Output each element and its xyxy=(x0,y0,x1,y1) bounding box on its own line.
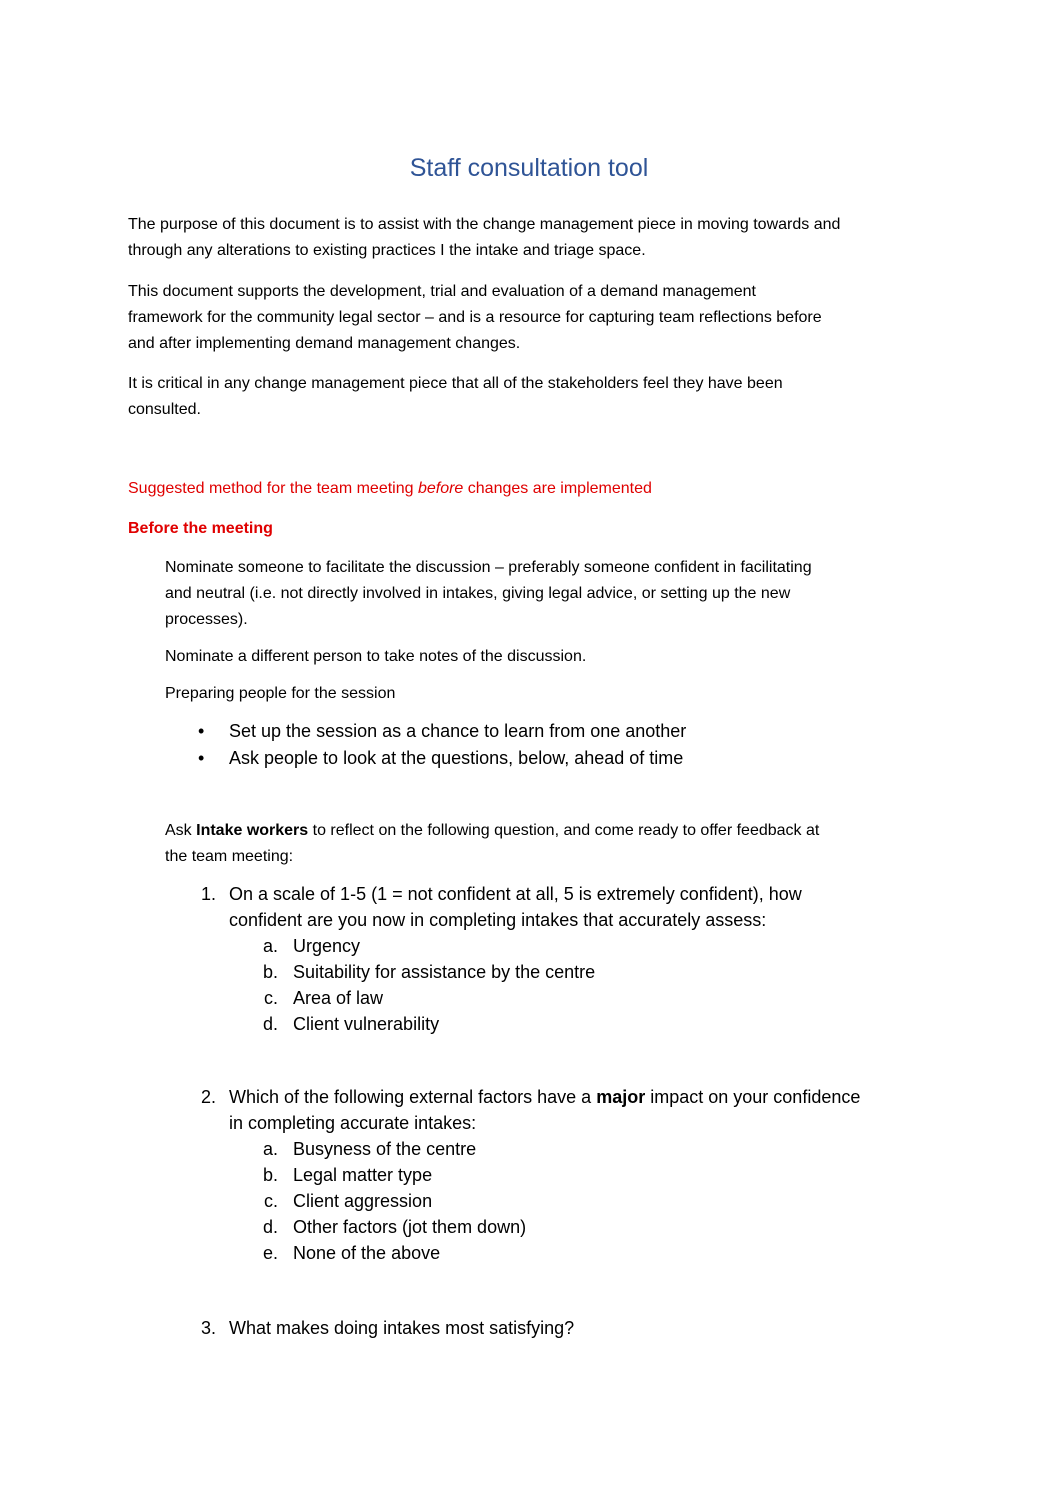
list-item: Suitability for assistance by the centre xyxy=(293,962,596,982)
intro-p1-line1: The purpose of this document is to assist with the change management piece in moving towards and xyxy=(128,216,841,233)
list-item: Client vulnerability xyxy=(293,1014,440,1034)
item-letter: a. xyxy=(262,1139,278,1159)
nominate-facilitator-line1: Nominate someone to facilitate the discussion – preferably someone confident in facilitating xyxy=(165,559,812,576)
intro-p2-line3: and after implementing demand management changes. xyxy=(128,335,521,352)
question-2-line1 xyxy=(229,1084,860,1110)
intro-p3-line2: consulted. xyxy=(128,401,201,418)
list-item: Busyness of the centre xyxy=(293,1139,477,1159)
question-number: 1. xyxy=(200,884,216,904)
nominate-notetaker: Nominate a different person to take notes of the discussion. xyxy=(165,648,587,665)
list-item: None of the above xyxy=(293,1243,441,1263)
item-letter: a. xyxy=(262,936,278,956)
intro-p1-line2: through any alterations to existing practices I the intake and triage space. xyxy=(128,242,646,259)
bullet-dot-icon: • xyxy=(198,721,205,741)
section-heading-post: changes are implemented xyxy=(463,480,652,497)
question-1-line2: confident are you now in completing intakes that accurately assess: xyxy=(229,910,767,930)
list-item: Legal matter type xyxy=(293,1165,433,1185)
intro-p3-line1: It is critical in any change management piece that all of the stakeholders feel they have been xyxy=(128,375,783,392)
section-heading-pre: Suggested method for the team meeting xyxy=(128,480,418,497)
question-2-line2: in completing accurate intakes: xyxy=(229,1113,477,1133)
intake-post: to reflect on the following question, and come ready to offer feedback at xyxy=(308,822,820,839)
bullet-item: Set up the session as a chance to learn from one another xyxy=(229,721,687,741)
q2-post: impact on your confidence xyxy=(645,1087,861,1107)
question-number: 2. xyxy=(200,1087,216,1107)
list-item: Client aggression xyxy=(293,1191,433,1211)
bullet-item: Ask people to look at the questions, below, ahead of time xyxy=(229,748,684,768)
list-item: Other factors (jot them down) xyxy=(293,1217,527,1237)
intake-workers-line1 xyxy=(165,818,819,844)
nominate-facilitator-line3: processes). xyxy=(165,611,248,628)
intake-workers-line2: the team meeting: xyxy=(165,848,294,865)
preparing-people: Preparing people for the session xyxy=(165,685,396,702)
before-meeting-heading: Before the meeting xyxy=(128,520,273,537)
q2-bold: major xyxy=(596,1087,646,1107)
item-letter: c. xyxy=(263,988,278,1008)
item-letter: c. xyxy=(263,1191,278,1211)
intake-bold: Intake workers xyxy=(196,822,309,839)
document-title: Staff consultation tool xyxy=(409,154,649,182)
intake-pre: Ask xyxy=(165,822,197,839)
section-heading xyxy=(128,476,652,502)
list-item: Urgency xyxy=(293,936,361,956)
question-3: What makes doing intakes most satisfying? xyxy=(229,1318,575,1338)
item-letter: d. xyxy=(262,1217,278,1237)
question-1-line1: On a scale of 1-5 (1 = not confident at all, 5 is extremely confident), how xyxy=(229,884,802,904)
item-letter: d. xyxy=(262,1014,278,1034)
intro-p2-line2: framework for the community legal sector – and is a resource for capturing team reflections before xyxy=(128,309,822,326)
intro-p2-line1: This document supports the development, trial and evaluation of a demand management xyxy=(128,283,756,300)
list-item: Area of law xyxy=(293,988,384,1008)
item-letter: b. xyxy=(262,1165,278,1185)
bullet-dot-icon: • xyxy=(198,748,205,768)
question-number: 3. xyxy=(200,1318,216,1338)
q2-pre: Which of the following external factors have a xyxy=(229,1087,597,1107)
item-letter: b. xyxy=(262,962,278,982)
nominate-facilitator-line2: and neutral (i.e. not directly involved in intakes, giving legal advice, or setting up the new xyxy=(165,585,791,602)
section-heading-italic: before xyxy=(417,480,464,497)
item-letter: e. xyxy=(262,1243,278,1263)
